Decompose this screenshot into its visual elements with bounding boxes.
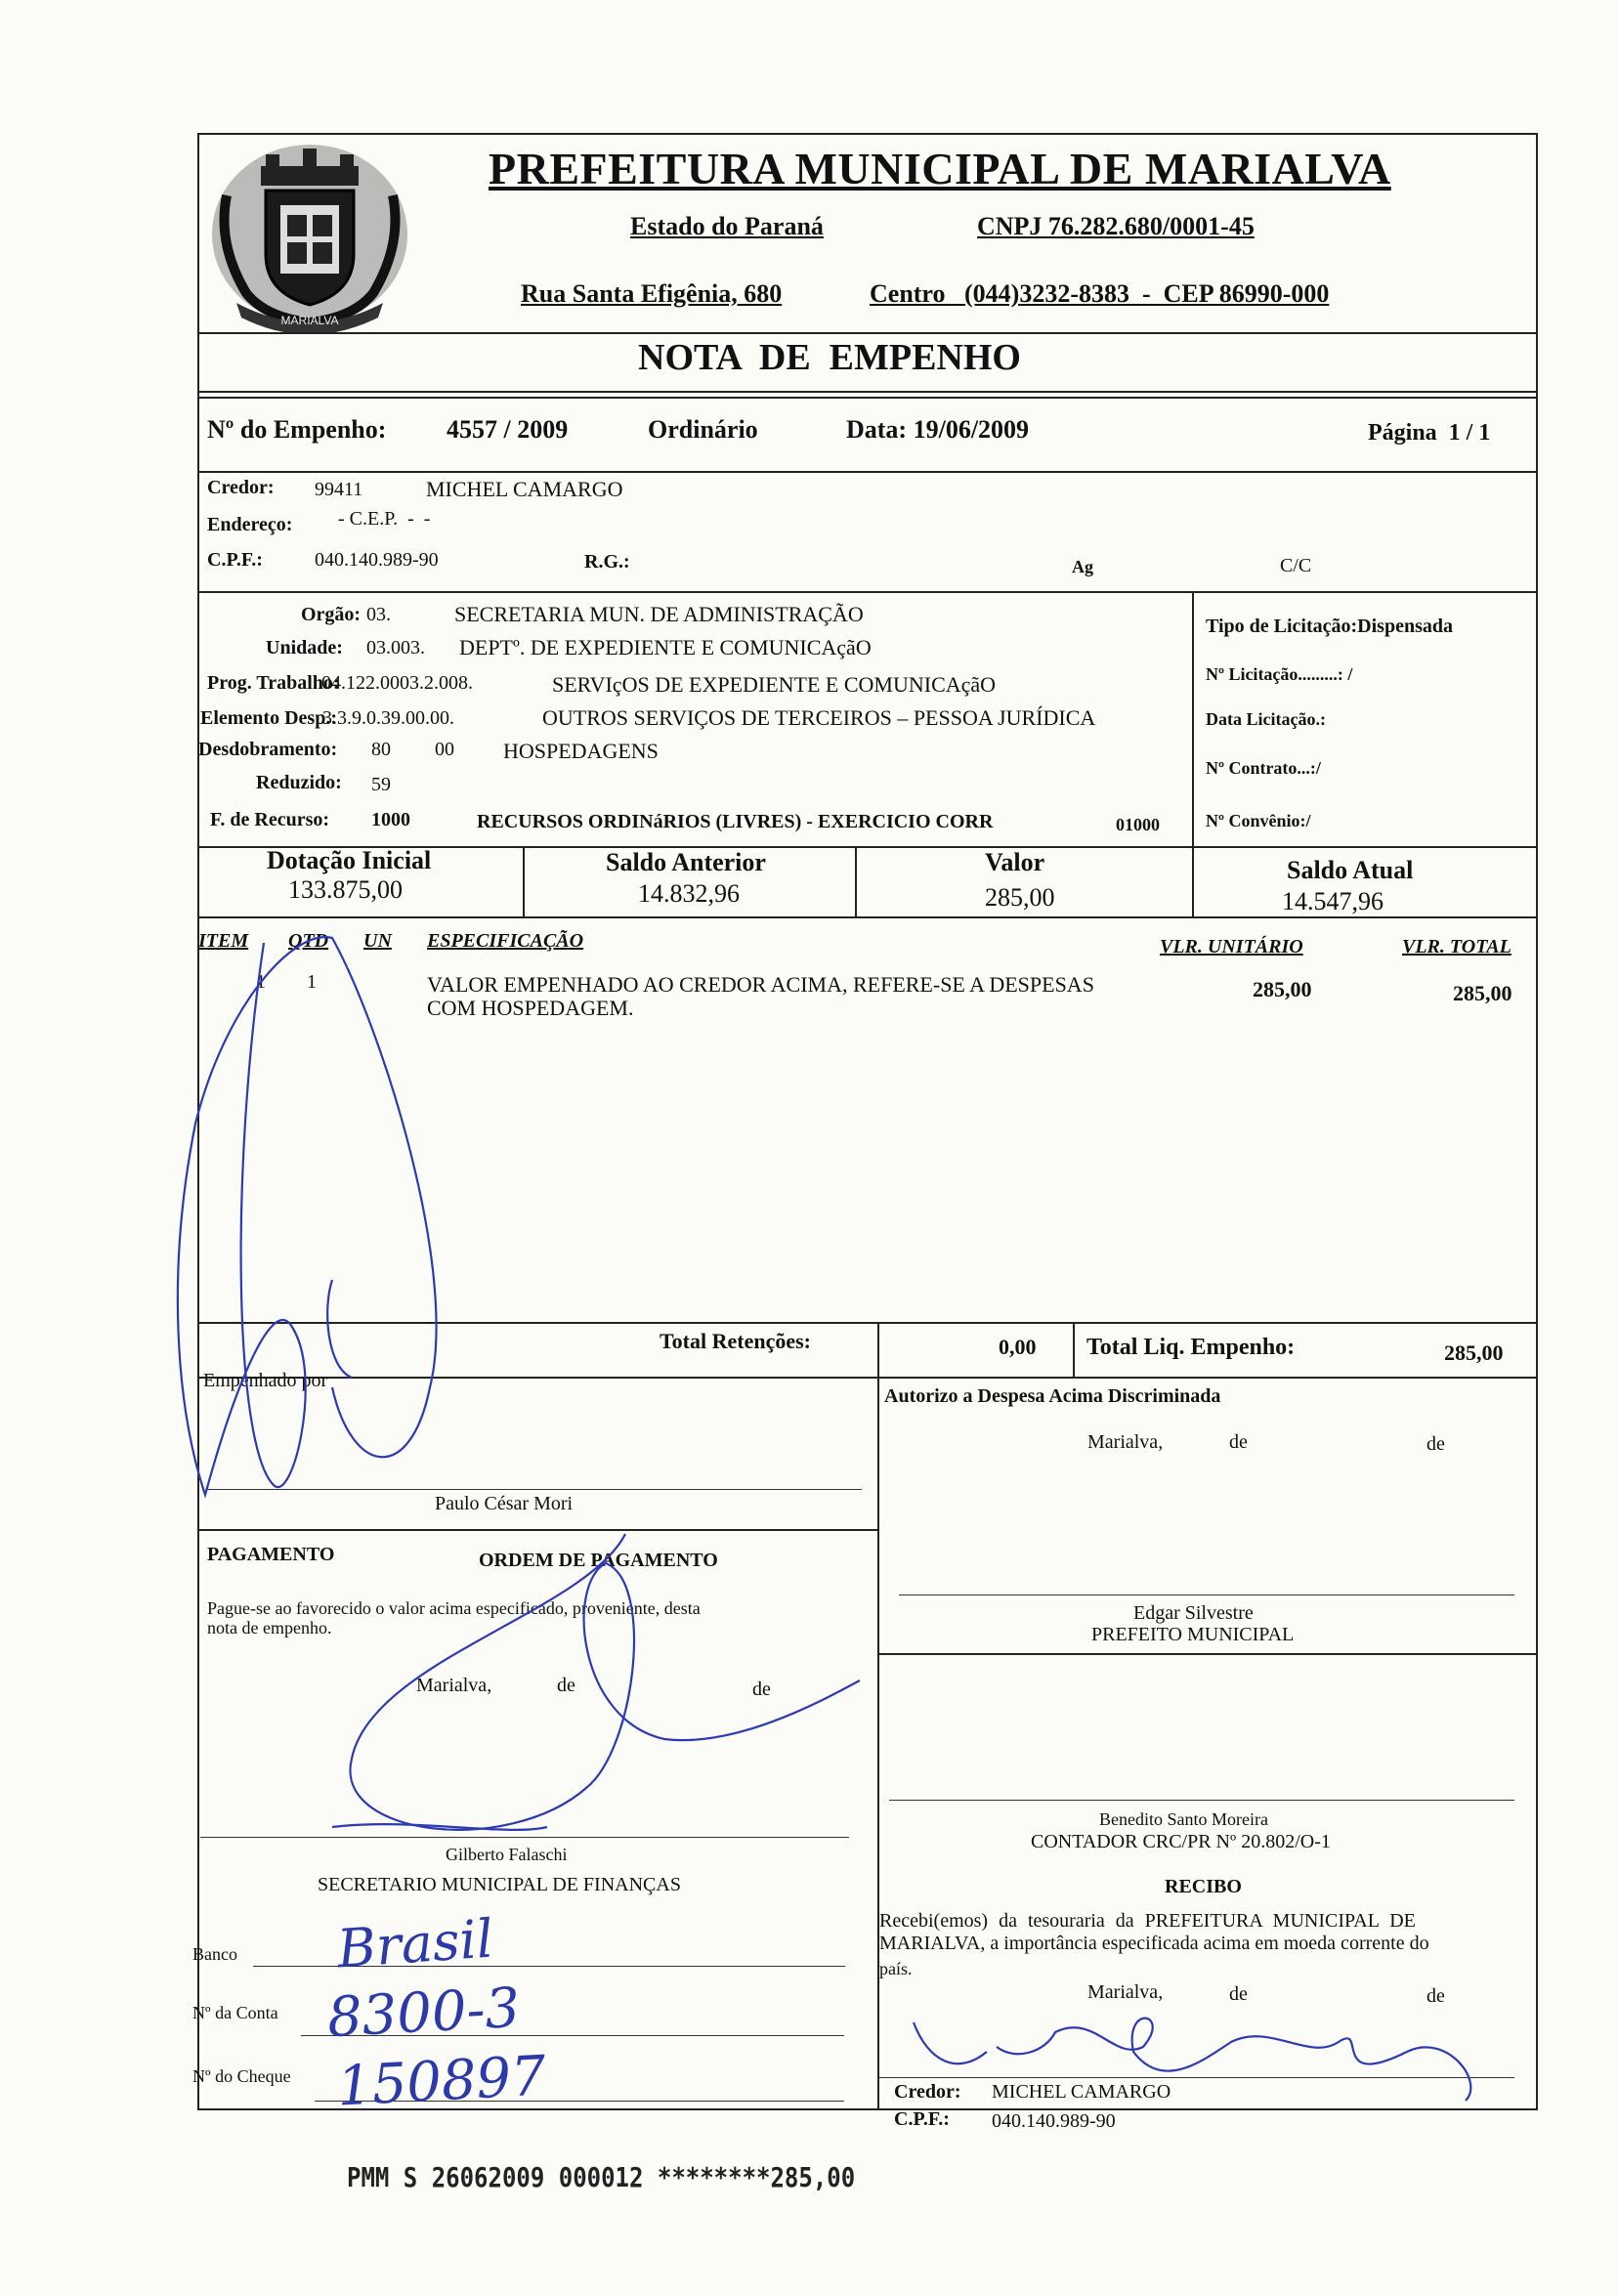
unidade-label: Unidade: bbox=[266, 637, 343, 659]
retencoes-value: 0,00 bbox=[999, 1335, 1037, 1359]
page-number: Página 1 / 1 bbox=[1368, 420, 1491, 446]
col-vlr-total: VLR. TOTAL bbox=[1402, 936, 1512, 957]
prog-desc: SERVIçOS DE EXPEDIENTE E COMUNICAçãO bbox=[552, 672, 997, 697]
handwritten-cheque: 150897 bbox=[335, 2044, 548, 2119]
dotacao-label: Dotação Inicial bbox=[267, 846, 432, 874]
header-cnpj: CNPJ 76.282.680/0001-45 bbox=[977, 212, 1255, 240]
desdobramento-label: Desdobramento: bbox=[198, 739, 338, 760]
banco-label: Banco bbox=[192, 1944, 237, 1964]
elemento-label: Elemento Desp.: bbox=[200, 707, 337, 729]
pagamento-text-line2: nota de empenho. bbox=[207, 1618, 332, 1637]
recibo-credor-name: MICHEL CAMARGO bbox=[992, 2081, 1171, 2103]
payment-stamp: PMM S 26062009 000012 ********285,00 bbox=[347, 2161, 856, 2194]
empenho-type: Ordinário bbox=[648, 415, 758, 444]
recibo-text-line2: MARIALVA, a importância especificada acima em moeda corrente do bbox=[879, 1933, 1429, 1954]
orgao-value: 03. bbox=[366, 604, 391, 625]
recibo-de1: de bbox=[1229, 1983, 1248, 2005]
tipo-licitacao: Tipo de Licitação:Dispensada bbox=[1206, 616, 1453, 637]
credor-name: MICHEL CAMARGO bbox=[426, 477, 623, 501]
elemento-desc: OUTROS SERVIÇOS DE TERCEIROS – PESSOA JURÍDICA bbox=[542, 705, 1096, 730]
liquido-value: 285,00 bbox=[1444, 1340, 1504, 1365]
prefeito-name: Edgar Silvestre bbox=[1133, 1602, 1254, 1624]
numero-contrato: Nº Contrato...:/ bbox=[1206, 758, 1321, 778]
desdobramento-sub: 00 bbox=[435, 739, 454, 760]
header-address: Rua Santa Efigênia, 680 bbox=[521, 279, 783, 308]
item-total-value: 285,00 bbox=[1453, 981, 1512, 1005]
header-state: Estado do Paraná bbox=[630, 212, 824, 240]
svg-text:MARIALVA: MARIALVA bbox=[280, 314, 339, 327]
liquido-label: Total Liq. Empenho: bbox=[1086, 1335, 1296, 1360]
prefeito-title: PREFEITO MUNICIPAL bbox=[1091, 1624, 1295, 1645]
col-vlr-unitario: VLR. UNITÁRIO bbox=[1160, 936, 1303, 957]
recibo-label: RECIBO bbox=[1165, 1876, 1242, 1897]
elemento-value: 3.3.9.0.39.00.00. bbox=[322, 707, 454, 729]
conta-label: Nº da Conta bbox=[192, 2003, 278, 2022]
doc-title: NOTA DE EMPENHO bbox=[638, 337, 1021, 378]
col-qtd: QTD bbox=[288, 930, 329, 952]
saldo-anterior-label: Saldo Anterior bbox=[606, 848, 766, 876]
header-contact: Centro (044)3232-8383 - CEP 86990-000 bbox=[870, 279, 1330, 308]
item-unit-value: 285,00 bbox=[1253, 977, 1312, 1001]
recurso-desc: RECURSOS ORDINáRIOS (LIVRES) - EXERCICIO CORR bbox=[477, 811, 994, 832]
saldo-atual-label: Saldo Atual bbox=[1287, 856, 1414, 884]
reduzido-value: 59 bbox=[371, 774, 391, 795]
recurso-label: F. de Recurso: bbox=[210, 809, 330, 830]
empenhado-name: Paulo César Mori bbox=[435, 1493, 574, 1514]
prog-label: Prog. Trabalho: bbox=[207, 672, 340, 694]
saldo-atual-value: 14.547,96 bbox=[1282, 887, 1384, 915]
rg-label: R.G.: bbox=[584, 551, 630, 573]
col-un: UN bbox=[363, 930, 392, 952]
col-item: ITEM bbox=[198, 930, 249, 952]
pagamento-de1: de bbox=[557, 1675, 575, 1696]
reduzido-label: Reduzido: bbox=[256, 772, 342, 793]
coat-of-arms-logo bbox=[207, 137, 412, 332]
recibo-text-line1: Recebi(emos) da tesouraria da PREFEITURA MUNICIPAL DE bbox=[879, 1910, 1416, 1932]
prog-value: 04.122.0003.2.008. bbox=[321, 672, 473, 694]
autorizo-place: Marialva, bbox=[1087, 1431, 1164, 1453]
recurso-value: 1000 bbox=[371, 809, 410, 830]
pagamento-text-line1: Pague-se ao favorecido o valor acima especificado, proveniente, desta bbox=[207, 1598, 701, 1618]
cpf-label: C.P.F.: bbox=[207, 549, 263, 571]
autorizo-label: Autorizo a Despesa Acima Discriminada bbox=[884, 1385, 1221, 1407]
autorizo-de2: de bbox=[1426, 1433, 1445, 1455]
recibo-text-line3: país. bbox=[879, 1959, 913, 1978]
unidade-value: 03.003. bbox=[366, 637, 425, 659]
desdobramento-value: 80 bbox=[371, 739, 391, 760]
secretario-title: SECRETARIO MUNICIPAL DE FINANÇAS bbox=[318, 1874, 681, 1895]
credor-label: Credor: bbox=[207, 477, 275, 498]
item-qtd: 1 bbox=[307, 971, 317, 993]
empenho-number: 4557 / 2009 bbox=[447, 415, 569, 444]
unidade-desc: DEPTº. DE EXPEDIENTE E COMUNICAçãO bbox=[459, 635, 872, 659]
header-title: PREFEITURA MUNICIPAL DE MARIALVA bbox=[489, 144, 1391, 193]
recibo-credor-label: Credor: bbox=[894, 2081, 961, 2103]
autorizo-de1: de bbox=[1229, 1431, 1248, 1453]
handwritten-banco: Brasil bbox=[334, 1907, 495, 1980]
empenho-label: Nº do Empenho: bbox=[207, 415, 387, 444]
item-spec-line1: VALOR EMPENHADO AO CREDOR ACIMA, REFERE-SE A DESPESAS bbox=[427, 972, 1094, 997]
orgao-label: Orgão: bbox=[301, 604, 362, 625]
contador-title: CONTADOR CRC/PR Nº 20.802/O-1 bbox=[1031, 1831, 1331, 1852]
item-number: 1 bbox=[256, 971, 266, 993]
item-spec-line2: COM HOSPEDAGEM. bbox=[427, 996, 634, 1020]
empenho-date: Data: 19/06/2009 bbox=[846, 415, 1030, 444]
pagamento-place: Marialva, bbox=[416, 1675, 492, 1696]
retencoes-label: Total Retenções: bbox=[660, 1329, 811, 1353]
saldo-anterior-value: 14.832,96 bbox=[638, 879, 740, 908]
valor-value: 285,00 bbox=[985, 883, 1055, 912]
secretario-name: Gilberto Falaschi bbox=[446, 1845, 568, 1864]
pagamento-de2: de bbox=[752, 1679, 771, 1700]
endereco-label: Endereço: bbox=[207, 514, 293, 535]
credor-code: 99411 bbox=[315, 479, 363, 500]
orgao-desc: SECRETARIA MUN. DE ADMINISTRAÇÃO bbox=[454, 602, 864, 626]
data-licitacao: Data Licitação.: bbox=[1206, 709, 1326, 729]
recibo-place: Marialva, bbox=[1087, 1981, 1164, 2003]
recibo-cpf-label: C.P.F.: bbox=[894, 2108, 950, 2130]
cheque-label: Nº do Cheque bbox=[192, 2066, 291, 2086]
ordem-pagamento-label: ORDEM DE PAGAMENTO bbox=[479, 1550, 718, 1571]
cpf-value: 040.140.989-90 bbox=[315, 549, 439, 571]
handwritten-conta: 8300-3 bbox=[325, 1976, 522, 2051]
empenhado-label: Empenhado por bbox=[203, 1370, 328, 1391]
cc-label: C/C bbox=[1280, 555, 1312, 576]
desdobramento-desc: HOSPEDAGENS bbox=[503, 739, 659, 763]
pagamento-label: PAGAMENTO bbox=[207, 1544, 335, 1565]
recibo-cpf-value: 040.140.989-90 bbox=[992, 2110, 1116, 2132]
ag-label: Ag bbox=[1072, 557, 1093, 576]
col-especificacao: ESPECIFICAÇÃO bbox=[427, 930, 584, 952]
valor-label: Valor bbox=[985, 848, 1045, 876]
endereco-value: - C.E.P. - - bbox=[338, 508, 431, 530]
contador-name: Benedito Santo Moreira bbox=[1099, 1809, 1268, 1829]
recibo-de2: de bbox=[1426, 1985, 1445, 2007]
recurso-code: 01000 bbox=[1116, 815, 1160, 834]
dotacao-value: 133.875,00 bbox=[288, 875, 403, 904]
numero-licitacao: Nº Licitação.........: / bbox=[1206, 664, 1353, 684]
numero-convenio: Nº Convênio:/ bbox=[1206, 811, 1311, 830]
